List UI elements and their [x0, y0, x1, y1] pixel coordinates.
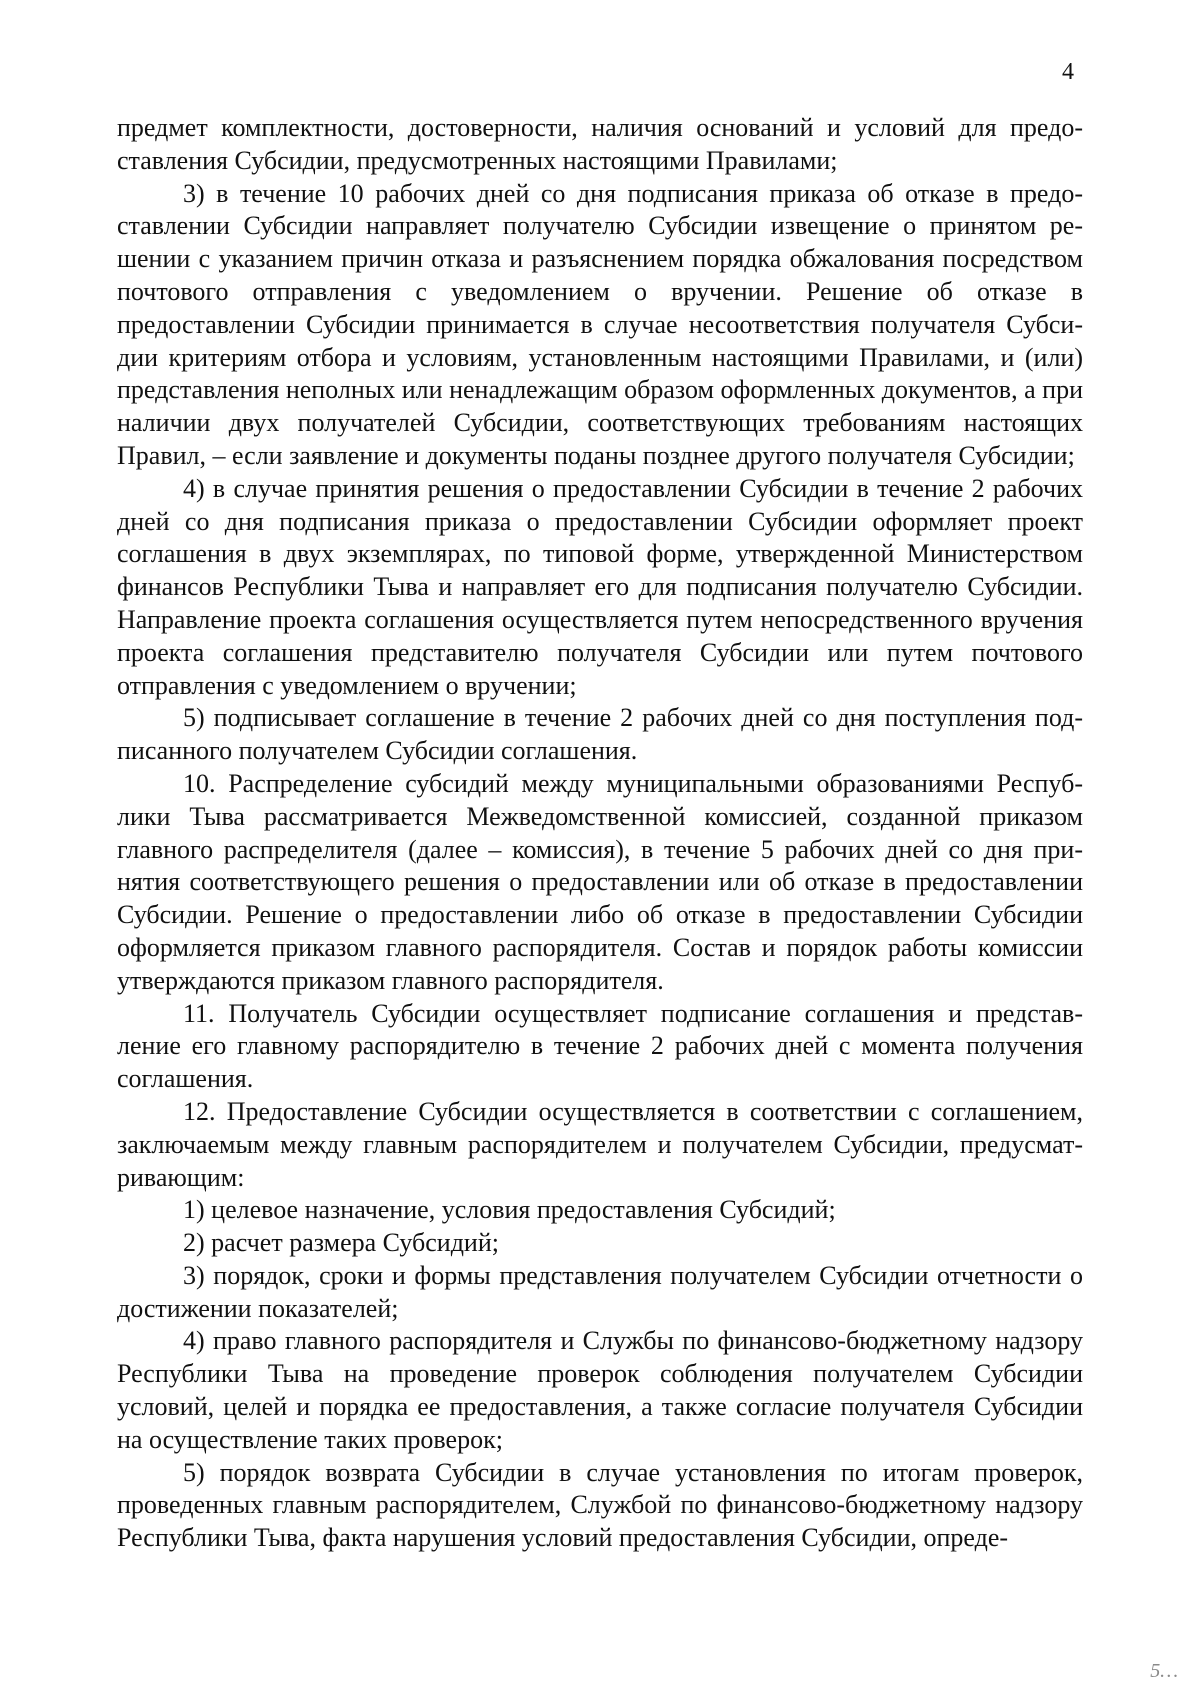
- paragraph-item-4: 4) в случае принятия решения о предоставлении Субсидии в течение 2 рабочих дней со дня подписания приказа о предоставлении Субсидии оформляет проект соглашения в двух экземплярах, по типовой форме, утвержденной Министерством финансов Республики Тыва и направляет его для подписания получателю Субсидии. Направление проекта соглашения осуществляется путем непосредственного вручения проекта соглашения представителю получателя Субсидии или путем почтового отправления с уведомлением о вручении;: [117, 473, 1083, 700]
- paragraph-section-12: 12. Предоставление Субсидии осуществляется в соответствии с соглашением, заключаемым между главным распорядителем и получателем Субсидии, предусматривающим:: [117, 1096, 1083, 1192]
- page-number: 4: [1062, 59, 1074, 85]
- paragraph-continuation: предмет комплектности, достоверности, наличия оснований и условий для предоставления Субсидии, предусмотренных настоящими Правилами;: [117, 113, 1083, 175]
- paragraph-section-10: 10. Распределение субсидий между муниципальными образованиями Республики Тыва рассматривается Межведомственной комиссией, созданной приказом главного распределителя (далее – комиссия), в течение 5 рабочих дней со дня принятия соответствующего решения о предоставлении или об отказе в предоставлении Субсидии. Решение о предоставлении либо об отказе в предоставлении Субсидии оформляется приказом главного распорядителя. Состав и порядок работы комиссии утверждаются приказом главного распорядителя.: [117, 768, 1083, 995]
- paragraph-item-3: 3) в течение 10 рабочих дней со дня подписания приказа об отказе в предоставлении Субсидии направляет получателю Субсидии извещение о принятом решении с указанием причин отказа и разъяснением порядка обжалования посредством почтового отправления с уведомлением о вручении. Решение об отказе в предоставлении Субсидии принимается в случае несоответствия получателя Субсидии критериям отбора и условиям, установленным настоящими Правилами, и (или) представления неполных или ненадлежащим образом оформленных документов, а при наличии двух получателей Субсидии, соответствующих требованиям настоящих Правил, – если заявление и документы поданы позднее другого получателя Субсидии;: [117, 178, 1083, 470]
- paragraph-section-11: 11. Получатель Субсидии осуществляет подписание соглашения и представление его главному распорядителю в течение 2 рабочих дней с момента получения соглашения.: [117, 998, 1083, 1094]
- paragraph-item-5: 5) подписывает соглашение в течение 2 рабочих дней со дня поступления подписанного получателем Субсидии соглашения.: [117, 703, 1083, 766]
- list-item-4: 4) право главного распорядителя и Службы по финансово-бюджетному надзору Республики Тыва на проведение проверок соблюдения получателем Субсидии условий, целей и порядка ее предоставления, а также согласие получателя Субсидии на осуществление таких проверок;: [117, 1326, 1083, 1454]
- list-item-2: 2) расчет размера Субсидий;: [183, 1228, 499, 1258]
- document-body: [117, 112, 1083, 1555]
- list-item-3: 3) порядок, сроки и формы представления получателем Субсидии отчетности о достижении показателей;: [117, 1260, 1083, 1323]
- list-item-5: 5) порядок возврата Субсидии в случае установления по итогам проверок, проведенных главным распорядителем, Службой по финансово-бюджетному надзору Республики Тыва, факта нарушения условий предоставления Субсидии, опреде-: [117, 1457, 1083, 1553]
- corner-mark: 5…: [1150, 1660, 1178, 1682]
- list-item-1: 1) целевое назначение, условия предоставления Субсидий;: [183, 1195, 836, 1225]
